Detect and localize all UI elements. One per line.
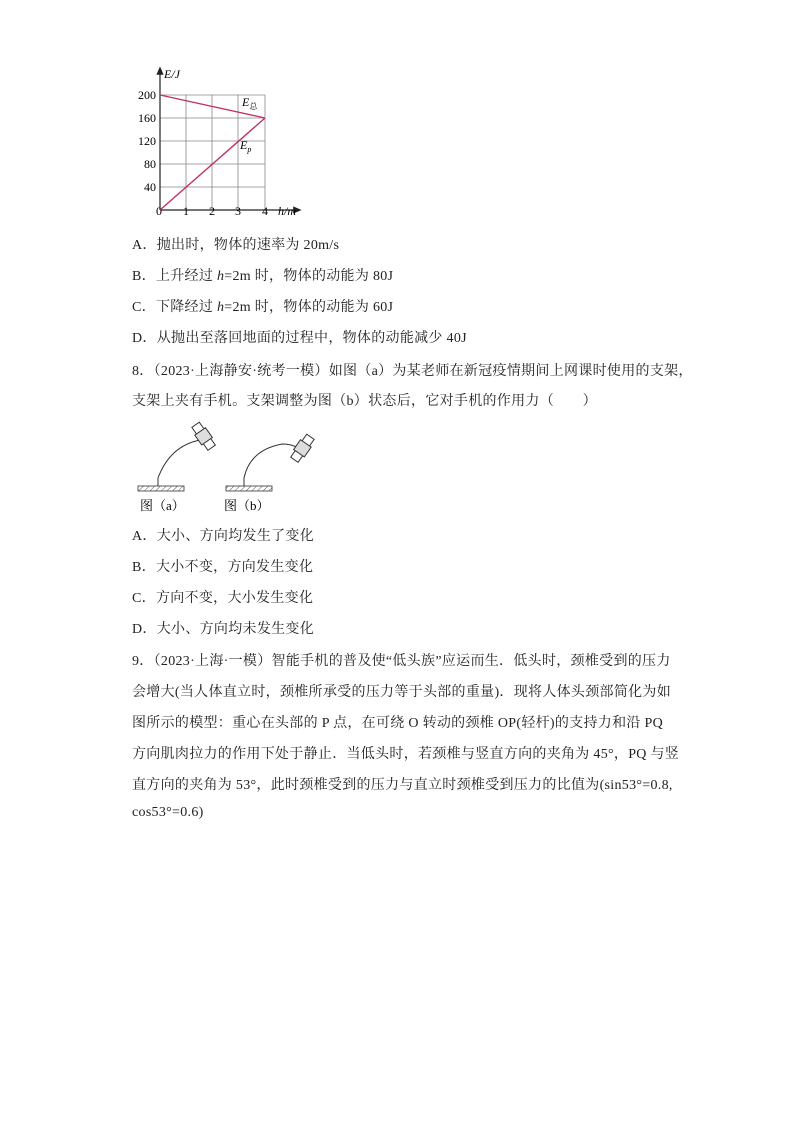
x-axis-label: h/m: [278, 204, 296, 218]
q9-stem-line-4: 方向肌肉拉力的作用下处于静止．当低头时，若颈椎与竖直方向的夹角为 45°，PQ 与竖: [132, 747, 680, 762]
q7-option-d: [132, 327, 467, 347]
origin-label: 0: [156, 204, 162, 218]
figure-a-caption: 图（a）: [140, 498, 185, 513]
y-axis-label: E/J: [164, 67, 180, 81]
y-tick-label: 80: [144, 157, 156, 171]
option-text: ．抛出时，物体的速率为 20m/s: [142, 238, 340, 253]
q8-option-a: [132, 525, 314, 545]
line-label-e-total-sub: 总: [249, 102, 258, 111]
y-tick-label: 160: [138, 111, 156, 125]
option-variable: h: [216, 300, 225, 315]
option-letter: D: [132, 331, 143, 346]
option-letter: A: [132, 529, 143, 544]
option-letter: D: [132, 622, 143, 637]
y-tick-label: 120: [138, 134, 156, 148]
q8-option-c: [132, 587, 313, 607]
option-text: =2m 时，物体的动能为 80J: [224, 269, 394, 284]
q8-option-d: [132, 618, 314, 638]
q8-stem-line-1: 8．（2023·上海静安·统考一模）如图（a）为某老师在新冠疫情期间上网课时使用的支架，: [132, 364, 693, 379]
figure-b-caption: 图（b）: [224, 498, 270, 513]
y-tick-labels: [138, 88, 156, 194]
phone-stand-figure: [132, 418, 322, 518]
q7-option-c: [132, 296, 393, 316]
option-text: ．下降经过: [141, 300, 217, 315]
option-text: =2m 时，物体的动能为 60J: [224, 300, 394, 315]
option-letter: C: [132, 300, 142, 315]
option-text: ．从抛出至落回地面的过程中，物体的动能减少 40J: [142, 331, 467, 346]
option-text: ．大小、方向均发生了变化: [142, 529, 315, 544]
option-letter: B: [132, 269, 142, 284]
option-text: ．大小不变，方向发生变化: [141, 560, 314, 575]
line-label-e-total: [241, 95, 258, 111]
x-tick-labels: [183, 204, 268, 218]
option-letter: A: [132, 238, 143, 253]
q8-option-b: [132, 556, 313, 576]
option-letter: C: [132, 591, 142, 606]
q9-stem-line-2: 会增大(当人体直立时，颈椎所承受的压力等于头部的重量)．现将人体头颈部简化为如: [132, 685, 672, 700]
option-text: ．大小、方向均未发生变化: [142, 622, 315, 637]
x-tick-label: 1: [183, 204, 189, 218]
option-text: ．方向不变，大小发生变化: [141, 591, 314, 606]
line-label-e-p-sub: p: [247, 145, 252, 154]
x-tick-label: 3: [235, 204, 241, 218]
option-letter: B: [132, 560, 142, 575]
line-label-e-total-main: E: [242, 95, 250, 109]
option-text: ．上升经过: [141, 269, 217, 284]
line-label-e-p: [239, 138, 251, 154]
x-tick-label: 2: [209, 204, 215, 218]
y-tick-label: 200: [138, 88, 156, 102]
y-tick-label: 40: [144, 180, 156, 194]
q9-stem-line-5: 直方向的夹角为 53°，此时颈椎受到的压力与直立时颈椎受到压力的比值为(sin53°=0.8,: [132, 778, 673, 793]
figure-b-stand: [226, 433, 316, 491]
x-tick-label: 4: [262, 204, 268, 218]
q7-option-b: [132, 265, 393, 285]
line-label-e-p-main: E: [240, 138, 248, 152]
q9-stem-line-1: 9．（2023·上海·一模）智能手机的普及使“低头族”应运而生．低头时，颈椎受到的压力: [132, 654, 671, 669]
q8-stem-line-2: 支架上夹有手机。支架调整为图（b）状态后，它对手机的作用力（ ）: [132, 394, 597, 409]
q9-stem-line-3: 图所示的模型：重心在头部的 P 点，在可绕 O 转动的颈椎 OP(轻杆)的支持力和沿 PQ: [132, 716, 663, 731]
energy-height-graph: [120, 60, 320, 225]
option-variable: h: [216, 269, 225, 284]
q9-stem-line-6: cos53°=0.6): [132, 805, 204, 820]
figure-a-stand: [138, 421, 217, 491]
q7-option-a: [132, 234, 339, 254]
